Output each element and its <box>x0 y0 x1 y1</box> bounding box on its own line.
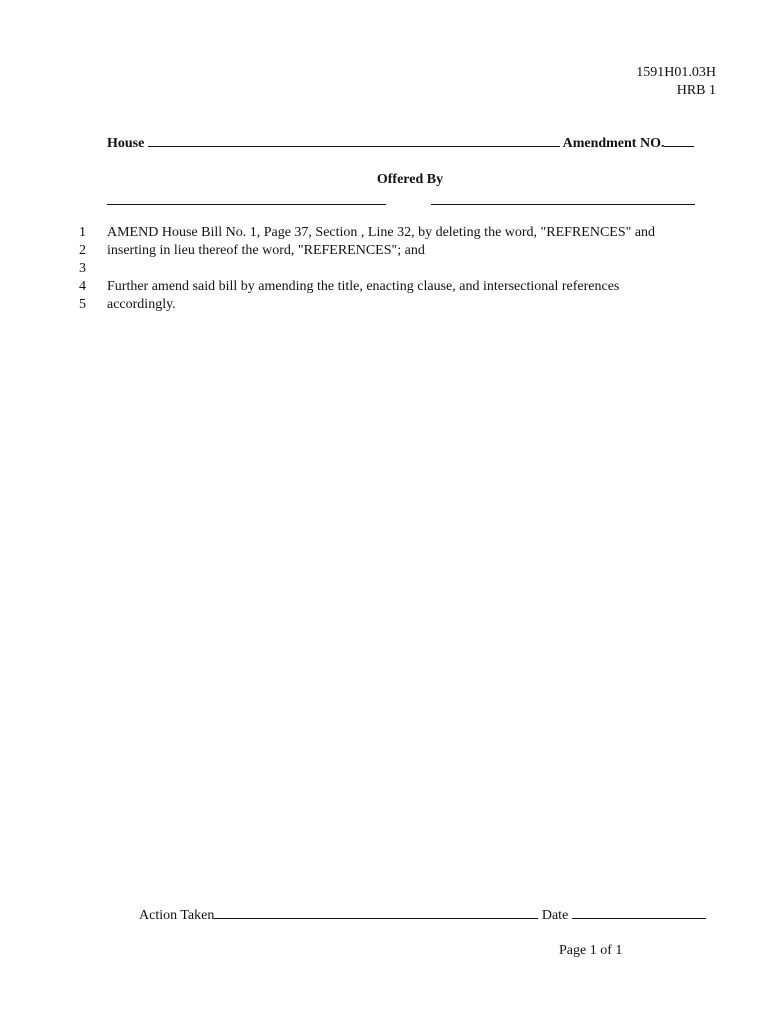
action-taken-row <box>139 906 719 925</box>
line-number: 3 <box>79 261 86 276</box>
line-number: 1 <box>79 225 86 240</box>
line-numbers <box>62 224 86 314</box>
body-line: Further amend said bill by amending the title, enacting clause, and intersectional references <box>107 279 620 294</box>
amendment-number-blank-line <box>664 134 694 147</box>
document-identifier <box>636 64 716 100</box>
document-id: 1591H01.03H <box>636 65 716 80</box>
body-line: accordingly. <box>107 297 176 312</box>
body-line: inserting in lieu thereof the word, "REFERENCES"; and <box>107 243 425 258</box>
page-number: Page 1 of 1 <box>559 943 623 958</box>
line-number: 2 <box>79 243 86 258</box>
line-number: 4 <box>79 279 86 294</box>
date-blank-line <box>572 906 706 919</box>
bill-reference: HRB 1 <box>676 83 716 98</box>
body-line: AMEND House Bill No. 1, Page 37, Section , Line 32, by deleting the word, "REFRENCES" and <box>107 225 656 240</box>
sponsor-signature-line-right <box>431 204 695 205</box>
amendment-number-label: Amendment NO. <box>562 136 665 151</box>
chamber-blank-line <box>148 134 560 147</box>
body-line <box>107 260 707 278</box>
action-taken-blank-line <box>214 906 538 919</box>
line-number: 5 <box>79 297 86 312</box>
date-label: Date <box>541 908 569 923</box>
offered-by-label: Offered By <box>376 172 444 187</box>
amendment-header-line <box>107 134 713 153</box>
chamber-label: House <box>107 136 145 151</box>
action-taken-label: Action Taken <box>139 908 215 923</box>
sponsor-signature-line-left <box>107 204 386 205</box>
amendment-body <box>107 224 707 314</box>
